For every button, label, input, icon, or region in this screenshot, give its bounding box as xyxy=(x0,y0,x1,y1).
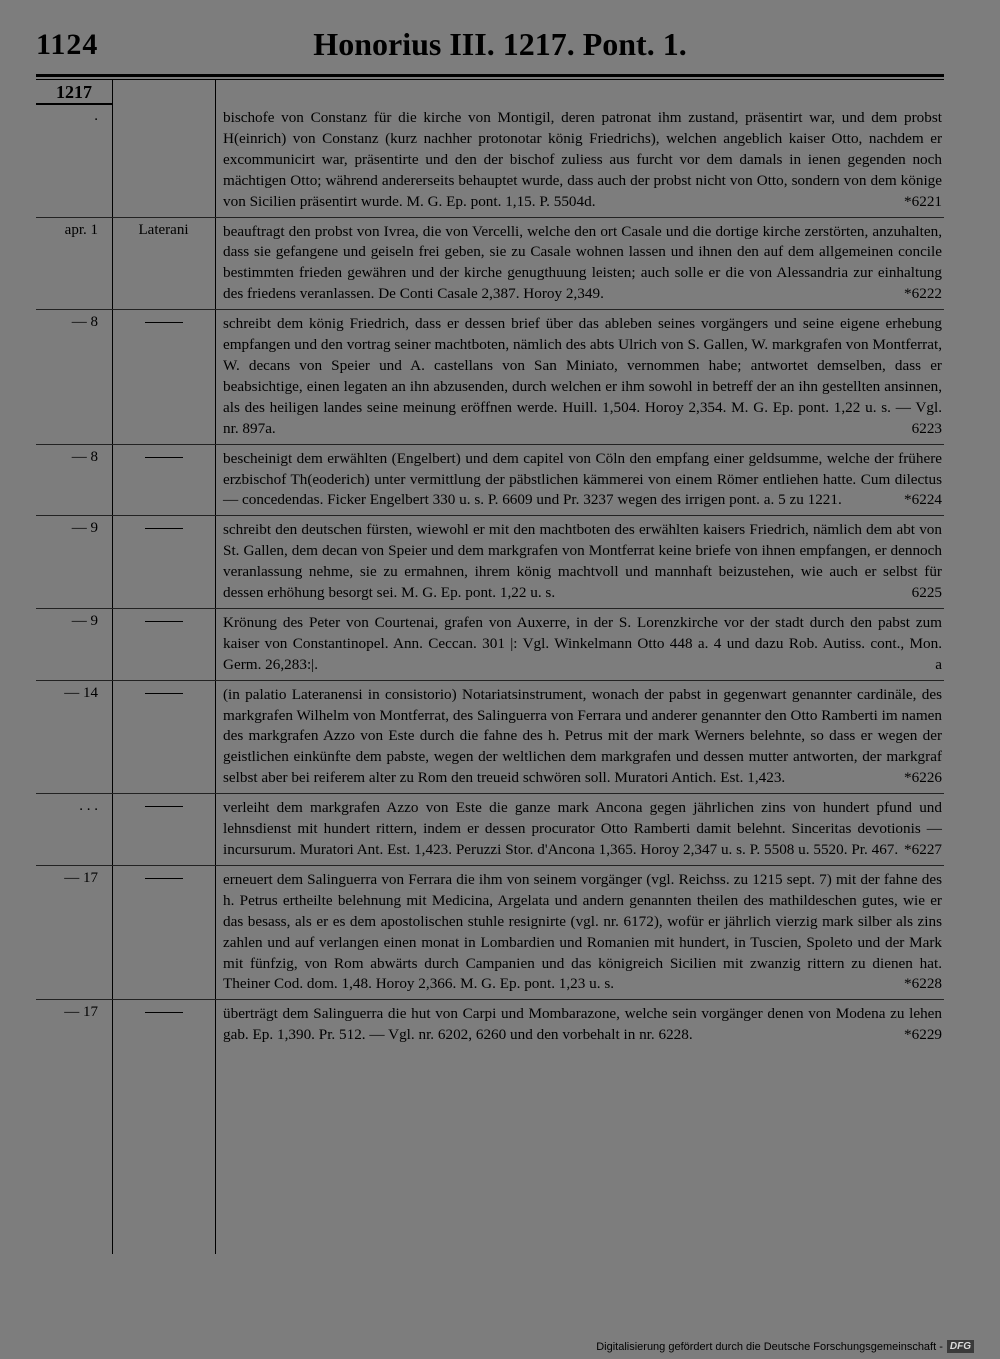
entry-text: bischofe von Constanz für die kirche von Montigil, deren patronat ihm zustand, präsentirt war, und dem probst H(einrich) von Constanz (kurz nachher protonotar könig Friedrichs), welchen angeblich kaiser Otto, nachdem er excommunicirt war, präsentirte und den der bischof zuliess aus furcht vor dem damals in ienen gegenden noch mächtigen Otto; während andererseits behauptet wurde, dass auch der probst nicht von Otto, sondern von dem könige von Sicilien präsentirt wurde. M. G. Ep. pont. 1,15. P. 5504d. xyxy=(223,109,942,210)
entry-text: (in palatio Lateranensi in consistorio) Notariatsinstrument, wonach der pabst in gegenwart genannter cardinäle, des markgrafen Wilhelm von Montferrat, des Salinguerra von Ferrara und anderer genannter den Otto Ramberti im namen des markgrafen Azzo von Este durch die fahne des h. Petrus mit der mark Werners belehnte, so dass er wegen der geistlichen einkünfte dem pabste, wegen der weltlichen dem markgrafen und dessen mutter antworten, der markgraf selbst aber bei reiferem alter zu Rom den treueid schwören soll. Muratori Antich. Est. 1,423. xyxy=(223,685,942,787)
entry-date: — 9 xyxy=(71,520,98,537)
ditto-dash xyxy=(145,528,183,529)
regest-entry xyxy=(36,217,944,310)
entry-date: apr. 1 xyxy=(64,221,98,238)
entry-place xyxy=(112,609,215,680)
ditto-dash xyxy=(145,806,183,807)
entry-text-block xyxy=(215,609,944,680)
regest-entry xyxy=(36,680,944,794)
entry-text: schreibt den deutschen fürsten, wiewohl er mit den machtboten des erwählten kaisers Friedrich, nämlich dem abt von St. Gallen, dem decan von Speier und dem markgrafen von Montferrat keine briefe von ihnen empfangen, er dennoch veranlassung nehme, sie zu ermahnen, ihrem könig machtvoll und mannhaft beizustehen, wie auch er selbst für dessen erhöhung besorgt sei. M. G. Ep. pont. 1,22 u. s. xyxy=(223,521,942,602)
regest-entry xyxy=(36,793,944,865)
ditto-dash xyxy=(145,621,183,622)
entry-date: — 9 xyxy=(71,612,98,629)
entry-place xyxy=(112,104,215,217)
entry-text-block xyxy=(215,516,944,608)
page-number: 1124 xyxy=(36,28,99,61)
entry-text: Krönung des Peter von Courtenai, grafen von Auxerre, in der S. Lorenzkirche vor der stadt durch den pabst zum kaiser von Constantinopel. Ann. Ceccan. 301 |: Vgl. Winkelmann Otto 448 a. 4 und dazu Rob. Autiss. cont., Mon. Germ. 26,283:|. xyxy=(223,613,942,673)
regest-entries xyxy=(36,104,944,1050)
entry-date: — 8 xyxy=(71,448,98,465)
ditto-dash xyxy=(145,322,183,323)
entry-number: a xyxy=(935,655,942,673)
entry-text: bescheinigt dem erwählten (Engelbert) und dem capitel von Cöln den empfang einer geldsumme, welche der frühere erzbischof Th(eoderich) unter vermittlung der päbstlichen kämmerei von einem Römer entliehen hatte. Cum dilectus — concedendas. Ficker Engelbert 330 u. s. P. 6609 und Pr. 3237 wegen des irrigen pont. a. 5 zu 1221. xyxy=(223,449,942,509)
entry-text: beauftragt den probst von Ivrea, die von Vercelli, welche den ort Casale und die dortige kirche zerstörten, anzuhalten, dass sie gefangene und geiseln frei geben, sie zu Casale wohnen lassen und ihnen den auf dem allgemeinen concile bestimmten frieden gewähren und der kirche genugthuung leisten; auch solle er die von Alessandria zur einhaltung des friedens veranlassen. De Conti Casale 2,387. Horoy 2,349. xyxy=(223,222,942,303)
entry-number: 6225 xyxy=(911,584,942,602)
entry-text-block xyxy=(215,445,944,516)
regest-entry xyxy=(36,309,944,443)
entry-text-block xyxy=(215,794,944,865)
entry-text-block xyxy=(215,310,944,443)
entry-number: *6227 xyxy=(904,841,942,858)
entry-place xyxy=(112,794,215,865)
entry-date: — 14 xyxy=(64,684,98,701)
entry-text: schreibt dem könig Friedrich, dass er dessen brief über das ableben seines vorgängers und seine eigene erhebung empfangen und den vortrag seiner machtboten, nämlich des abts Ulrich von S. Gallen, W. markgrafen von Montferrat, W. decans von Speier und A. castellans von San Miniato, vernommen habe; antwortet demselben, dass er beabsichtige, einen legaten an ihn abzusenden, durch welchen er ihm sowohl in betreff der an ihn gestellten ansinnen, als des heiligen landes seine meinung eröffnen werde. Huill. 1,504. Horoy 2,354. M. G. Ep. pont. 1,22 u. s. — Vgl. nr. 897a. xyxy=(223,315,942,437)
running-head: Honorius III. 1217. Pont. 1. xyxy=(313,26,687,62)
entry-text: erneuert dem Salinguerra von Ferrara die ihm von seinem vorgänger (vgl. Reichss. zu 1215 sept. 7) mit der fahne des h. Petrus ertheilte belehnung mit Medicina, Argelata und andern genannten theilen des mathildeschen gutes, wie er das besass, als er es dem apostolischen stuhle resignirte (vgl. nr. 6172), wofür er jährlich vierzig mark silber als zins zahlen und auf verlangen einen monat in Lombardien und Romanien mit hundert, in Tuscien, Spoleto und der Mark mit fünfzig, von Rom abwärts durch Campanien und das königreich Sicilien mit zwanzig rittern zu dienen hat. Theiner Cod. dom. 1,48. Horoy 2,366. M. G. Ep. pont. 1,23 u. s. xyxy=(223,870,942,993)
entry-text-block xyxy=(215,104,944,217)
entry-place xyxy=(112,445,215,516)
entry-number: *6221 xyxy=(904,192,942,210)
year-heading: 1217 xyxy=(36,82,112,105)
entry-number: *6224 xyxy=(904,491,942,509)
regest-entry xyxy=(36,515,944,608)
entry-place xyxy=(112,310,215,443)
entry-place xyxy=(112,516,215,608)
entry-place xyxy=(112,1000,215,1050)
entry-number: *6222 xyxy=(904,285,942,303)
entry-date: . . . xyxy=(79,798,98,815)
entry-number: *6226 xyxy=(904,769,942,787)
header-rule-thin xyxy=(36,79,944,80)
entry-place xyxy=(112,681,215,794)
entry-text-block xyxy=(215,1000,944,1050)
footer xyxy=(596,1340,974,1353)
entry-date: — 17 xyxy=(64,1004,98,1021)
entry-date: . xyxy=(94,108,98,124)
entry-place xyxy=(112,866,215,999)
ditto-dash xyxy=(145,1012,183,1013)
regest-entry xyxy=(36,444,944,516)
entry-number: *6228 xyxy=(904,975,942,993)
footer-credit: Digitalisierung gefördert durch die Deutsche Forschungsgemeinschaft - xyxy=(596,1340,943,1353)
entry-text-block xyxy=(215,866,944,999)
regest-entry xyxy=(36,999,944,1050)
dfg-logo: DFG xyxy=(947,1340,974,1353)
regest-entry xyxy=(36,865,944,999)
ditto-dash xyxy=(145,693,183,694)
regest-entry xyxy=(36,104,944,217)
entry-text-block xyxy=(215,218,944,310)
regest-entry xyxy=(36,608,944,680)
ditto-dash xyxy=(145,457,183,458)
entry-place: Laterani xyxy=(138,221,189,238)
entry-text: verleiht dem markgrafen Azzo von Este die ganze mark Ancona gegen jährlichen zins von hundert pfund und lehnsdienst mit hundert rittern, indem er dessen procurator Otto Ramberti damit belehnt. Sinceritas devotionis — incursurum. Muratori Ant. Est. 1,423. Peruzzi Stor. d'Ancona 1,365. Horoy 2,347 u. s. P. 5508 u. 5520. Pr. 467. xyxy=(223,799,942,858)
entry-number: *6229 xyxy=(904,1026,942,1044)
entry-text-block xyxy=(215,681,944,794)
entry-date: — 8 xyxy=(71,314,98,331)
entry-date: — 17 xyxy=(64,869,98,886)
entry-number: 6223 xyxy=(911,419,942,437)
entry-text: überträgt dem Salinguerra die hut von Carpi und Mombarazone, welche sein vorgänger denen von Modena zu lehen gab. Ep. 1,390. Pr. 512. — Vgl. nr. 6202, 6260 und den vorbehalt in nr. 6228. xyxy=(223,1005,942,1044)
ditto-dash xyxy=(145,878,183,879)
header-rule xyxy=(36,74,944,77)
